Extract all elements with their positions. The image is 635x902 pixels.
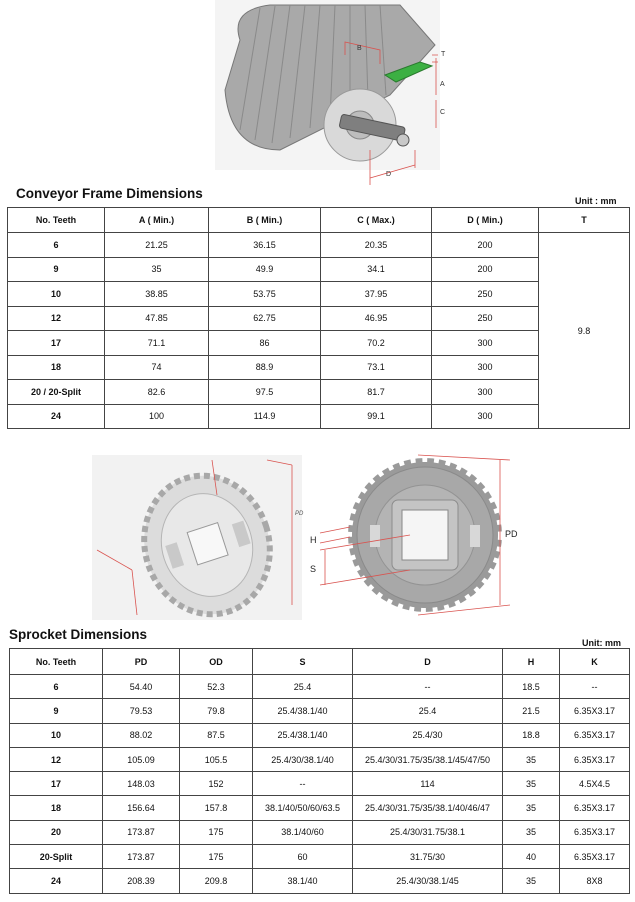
sprocket-unit: Unit: mm xyxy=(582,638,621,648)
conveyor-belt-diagram xyxy=(200,0,460,180)
col-header-c: C ( Max.) xyxy=(321,208,432,233)
col-header-d: D xyxy=(353,649,503,675)
col-header-pd: PD xyxy=(103,649,180,675)
table-row: 17 71.1 86 70.2 300 xyxy=(8,331,630,356)
svg-text:PD: PD xyxy=(295,511,304,517)
table-row: 12 47.85 62.75 46.95 250 xyxy=(8,306,630,331)
col-header-h: H xyxy=(503,649,560,675)
table-row: 20-Split 173.87 175 60 31.75/30 40 6.35X3.17 xyxy=(10,845,630,869)
table-row: 6 54.40 52.3 25.4 -- 18.5 -- xyxy=(10,675,630,699)
t-value-cell: 9.8 xyxy=(539,233,630,429)
col-header-a: A ( Min.) xyxy=(105,208,209,233)
sprocket-isometric-diagram xyxy=(92,455,302,620)
sprocket-front-diagram xyxy=(310,455,540,620)
conveyor-title: Conveyor Frame Dimensions xyxy=(16,186,203,201)
diagram-label-h: H xyxy=(310,535,317,545)
table-row: 18 74 88.9 73.1 300 xyxy=(8,355,630,380)
col-header-t: T xyxy=(539,208,630,233)
diagram-label-b: B xyxy=(357,45,362,52)
table-row: 18 156.64 157.8 38.1/40/50/60/63.5 25.4/30/31.75/35/38.1/40/46/47 35 6.35X3.17 xyxy=(10,796,630,820)
col-header-k: K xyxy=(560,649,630,675)
table-row: 17 148.03 152 -- 114 35 4.5X4.5 xyxy=(10,772,630,796)
diagram-label-a: A xyxy=(440,81,445,88)
col-header-b: B ( Min.) xyxy=(209,208,321,233)
table-row: 24 100 114.9 99.1 300 xyxy=(8,404,630,429)
col-header-s: S xyxy=(253,649,353,675)
diagram-label-t: T xyxy=(441,51,446,58)
table-row: 9 35 49.9 34.1 200 xyxy=(8,257,630,282)
col-header-d: D ( Min.) xyxy=(432,208,539,233)
conveyor-frame-table xyxy=(7,207,630,429)
diagram-label-pd: PD xyxy=(505,529,518,539)
table-row: 10 88.02 87.5 25.4/38.1/40 25.4/30 18.8 6.35X3.17 xyxy=(10,723,630,747)
sprocket-title: Sprocket Dimensions xyxy=(9,627,148,642)
diagram-label-c: C xyxy=(440,109,446,116)
table-row: 10 38.85 53.75 37.95 250 xyxy=(8,282,630,307)
table-row: 20 173.87 175 38.1/40/60 25.4/30/31.75/38.1 35 6.35X3.17 xyxy=(10,820,630,844)
col-header-teeth: No. Teeth xyxy=(10,649,103,675)
diagram-label-s: S xyxy=(310,564,317,574)
table-row: 9 79.53 79.8 25.4/38.1/40 25.4 21.5 6.35X3.17 xyxy=(10,699,630,723)
table-row: 6 21.25 36.15 20.35 200 9.8 xyxy=(8,233,630,258)
sprocket-table xyxy=(9,648,630,894)
table-row: 24 208.39 209.8 38.1/40 25.4/30/38.1/45 35 8X8 xyxy=(10,869,630,893)
col-header-od: OD xyxy=(180,649,253,675)
diagram-label-d: D xyxy=(386,171,392,178)
conveyor-unit: Unit : mm xyxy=(575,196,617,206)
table-row: 20 / 20-Split 82.6 97.5 81.7 300 xyxy=(8,380,630,405)
col-header-teeth: No. Teeth xyxy=(8,208,105,233)
table-row: 12 105.09 105.5 25.4/30/38.1/40 25.4/30/31.75/35/38.1/45/47/50 35 6.35X3.17 xyxy=(10,747,630,771)
